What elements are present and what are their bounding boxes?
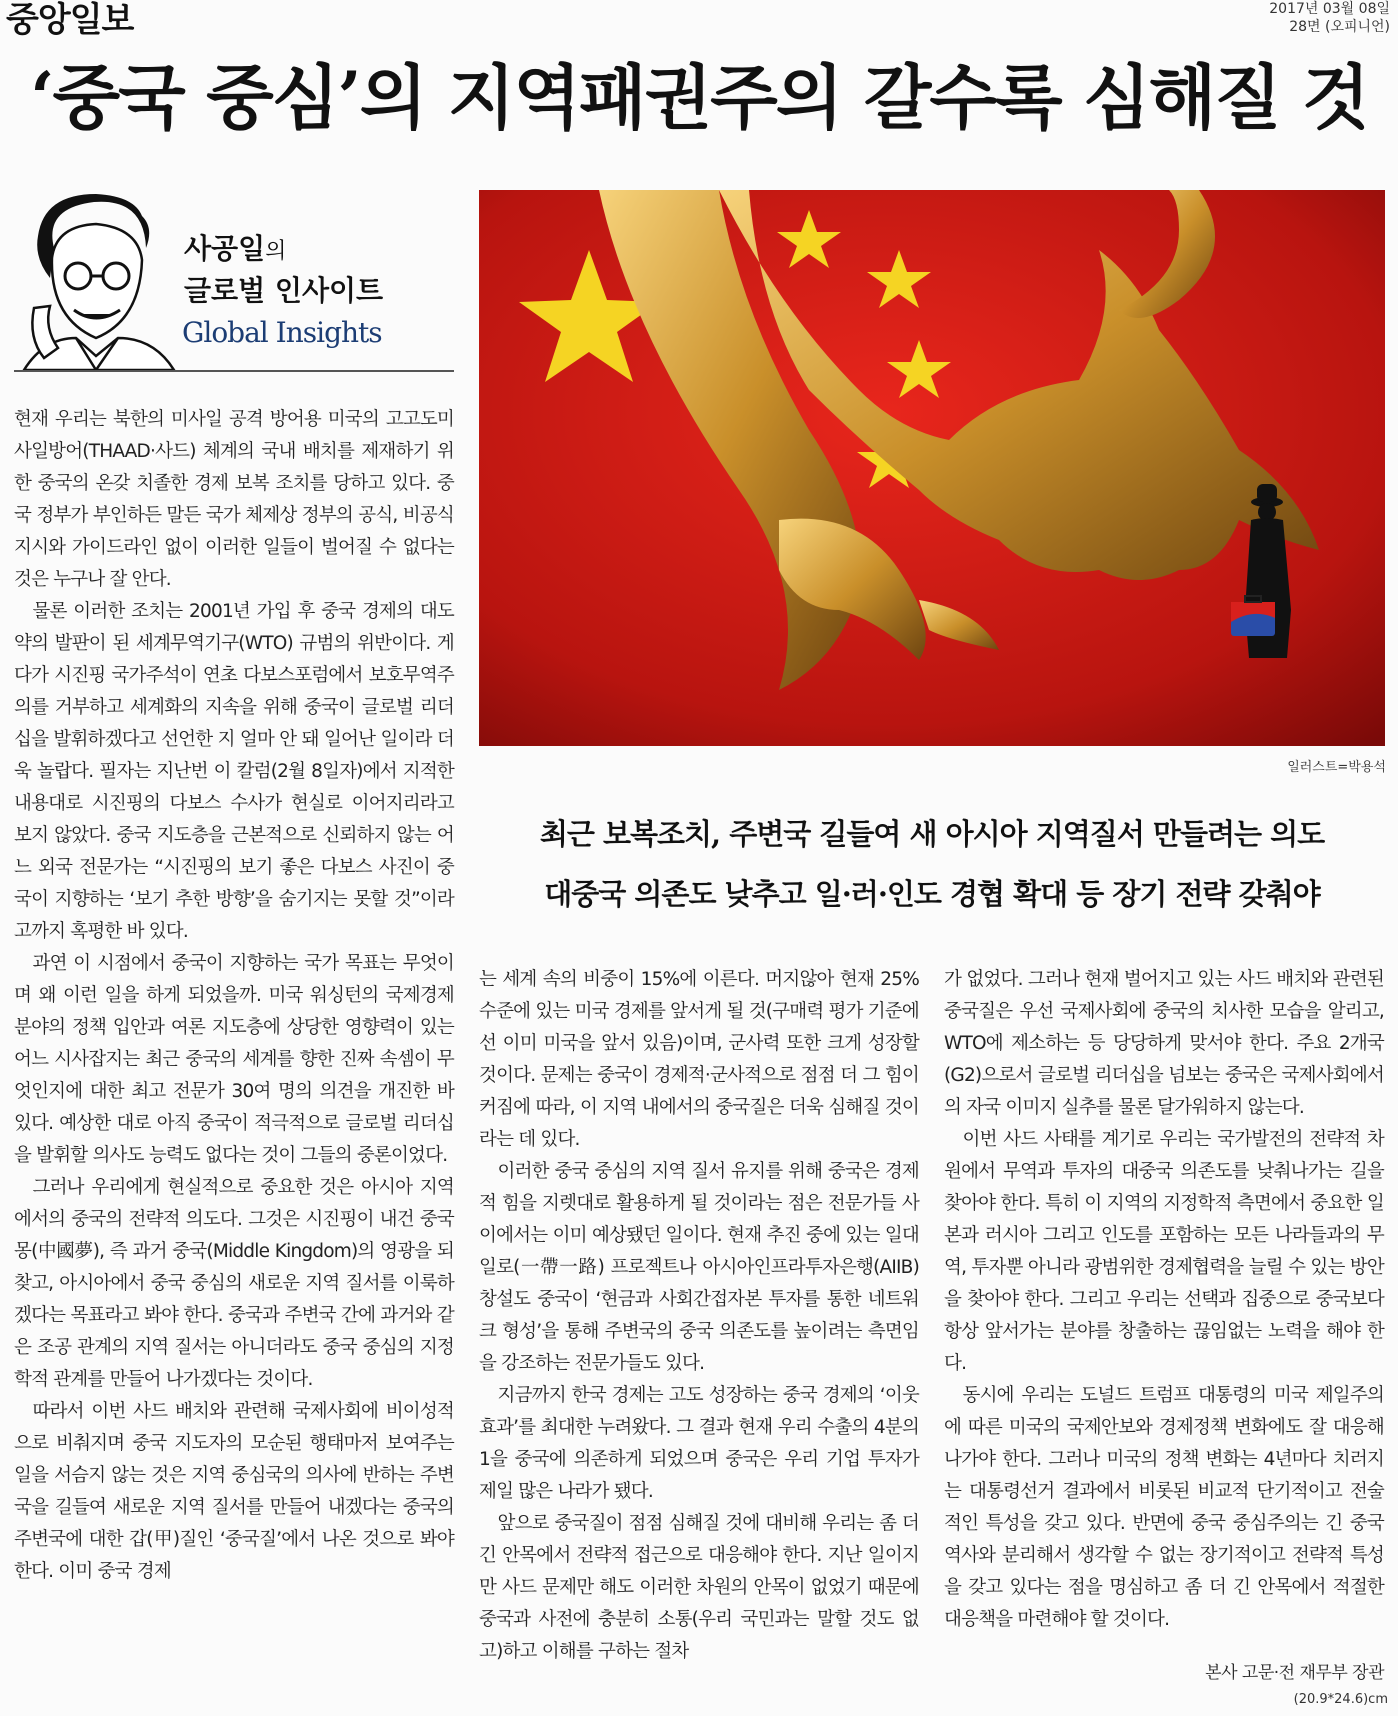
paragraph: 과연 이 시점에서 중국이 지향하는 국가 목표는 무엇이며 왜 이런 일을 하게 되었을까. 미국 워싱턴의 국제경제 분야의 정책 입안과 여론 지도층에 상당한 영향력이 있는 어느 시사잡지는 최근 중국의 세계를 향한 진짜 속셈이 무엇인지에 대한 최고 전문가 30여 명의 의견을 개진한 바 있다. 예상한 대로 아직 중국이 적극적으로 글로벌 리더십을 발휘할 의사도 능력도 없다는 것이 그들의 중론이었다. <box>14 953 454 1166</box>
column-header <box>14 188 454 370</box>
paragraph: 그러나 우리에게 현실적으로 중요한 것은 아시아 지역에서의 중국의 전략적 의도다. 그것은 시진핑이 내건 중국몽(中國夢), 즉 과거 중국(Middle Kingdom)의 영광을 되찾고, 아시아에서 중국 중심의 새로운 지역 질서를 이룩하겠다는 목표라고 봐야 한다. 중국과 주변국 간에 과거와 같은 조공 관계의 지역 질서는 아니더라도 중국 중심의 지정학적 관계를 만들어 나가겠다는 것이다. <box>14 1177 454 1390</box>
subheadline-2: 대중국 의존도 낮추고 일·러·인도 경협 확대 등 장기 전략 갖춰야 <box>544 877 1320 911</box>
author-suffix: 의 <box>265 239 287 264</box>
publication-date: 2017년 03월 08일 <box>1269 1 1390 17</box>
column-header-rule <box>14 370 454 372</box>
author-portrait-icon <box>14 188 179 370</box>
paragraph: 현재 우리는 북한의 미사일 공격 방어용 미국의 고고도미사일방어(THAAD·사드) 체계의 국내 배치를 제재하기 위한 중국의 온갖 치졸한 경제 보복 조치를 당하고 있다. 중국 정부가 부인하든 말든 국가 체제상 정부의 공식, 비공식 지시와 가이드라인 없이 이러한 일들이 벌어질 수 없다는 것은 누구나 잘 안다. <box>14 409 454 590</box>
paragraph: 따라서 이번 사드 배치와 관련해 국제사회에 비이성적으로 비춰지며 중국 지도자의 모순된 행태마저 보여주는 일을 서슴지 않는 것은 지역 중심국의 의사에 반하는 주변국을 길들여 새로운 지역 질서를 만들어 내겠다는 중국의 주변국에 대한 갑(甲)질인 ‘중국질’에서 나온 것으로 봐야 한다. 이미 중국 경제 <box>14 1401 454 1582</box>
body-column-3 <box>944 964 1384 1636</box>
page-section: 28면 (오피니언) <box>1289 19 1390 35</box>
dragon-illustration <box>479 190 1385 746</box>
author-byline: 본사 고문·전 재무부 장관 <box>1205 1663 1384 1683</box>
column-name-english: Global Insights <box>182 316 382 349</box>
paragraph: 물론 이러한 조치는 2001년 가입 후 중국 경제의 대도약의 발판이 된 세계무역기구(WTO) 규범의 위반이다. 게다가 시진핑 국가주석이 연초 다보스포럼에서 보호무역주의를 거부하고 세계화의 지속을 위해 중국이 글로벌 리더십을 발휘하겠다고 선언한 지 얼마 안 돼 일어난 일이라 더욱 놀랍다. 필자는 지난번 이 칼럼(2월 8일자)에서 지적한 내용대로 시진핑의 다보스 수사가 현실로 이어지리라고 보지 않았다. 중국 지도층을 근본적으로 신뢰하지 않는 어느 외국 전문가는 “시진핑의 보기 좋은 다보스 사진이 중국이 지향하는 ‘보기 추한 방향’을 숨기지는 못할 것”이라고까지 혹평한 바 있다. <box>14 601 454 942</box>
illustration-credit: 일러스트=박용석 <box>1287 760 1386 775</box>
paragraph: 는 세계 속의 비중이 15%에 이른다. 머지않아 현재 25% 수준에 있는 미국 경제를 앞서게 될 것(구매력 평가 기준에선 이미 미국을 앞서 있음)이며, 군사력 또한 크게 성장할 것이다. 문제는 중국이 경제적·군사적으로 점점 더 그 힘이 커짐에 따라, 이 지역 내에서의 중국질은 더욱 심해질 것이라는 데 있다. <box>479 969 919 1150</box>
column-name: 글로벌 인사이트 <box>184 274 384 307</box>
briefcase-icon <box>1231 596 1275 636</box>
paragraph: 앞으로 중국질이 점점 심해질 것에 대비해 우리는 좀 더 긴 안목에서 전략적 접근으로 대응해야 한다. 지난 일이지만 사드 문제만 해도 이러한 차원의 안목이 없었기 때문에 중국과 사전에 충분히 소통(우리 국민과는 말할 것도 없고)하고 이해를 구하는 절차 <box>479 1513 919 1662</box>
author-name: 사공일 <box>184 232 266 265</box>
paragraph: 동시에 우리는 도널드 트럼프 대통령의 미국 제일주의에 따른 미국의 국제안보와 경제정책 변화에도 잘 대응해 나가야 한다. 그러나 미국의 정책 변화는 4년마다 치러지는 대통령선거 결과에서 비롯된 비교적 단기적이고 전술적인 특성을 갖고 있다. 반면에 중국 중심주의는 긴 중국 역사와 분리해서 생각할 수 없는 장기적이고 전략적 특성을 갖고 있다는 점을 명심하고 좀 더 긴 안목에서 적절한 대응책을 마련해야 할 것이다. <box>944 1385 1384 1630</box>
paragraph: 지금까지 한국 경제는 고도 성장하는 중국 경제의 ‘이웃효과’를 최대한 누려왔다. 그 결과 현재 우리 수출의 4분의 1을 중국에 의존하게 되었으며 중국은 우리 기업 투자가 제일 많은 나라가 됐다. <box>479 1385 919 1502</box>
article-size-note: (20.9*24.6)cm <box>1293 1692 1388 1707</box>
column-author <box>184 232 286 269</box>
publication-meta <box>1269 0 1390 36</box>
paragraph: 이번 사드 사태를 계기로 우리는 국가발전의 전략적 차원에서 무역과 투자의 대중국 의존도를 낮춰나가는 길을 찾아야 한다. 특히 이 지역의 지정학적 측면에서 중요한 일본과 러시아 그리고 인도를 포함하는 모든 나라들과의 무역, 투자뿐 아니라 광범위한 경제협력을 늘릴 수 있는 방안을 찾아야 한다. 그리고 우리는 선택과 집중으로 중국보다 항상 앞서가는 분야를 창출하는 끊임없는 노력을 해야 한다. <box>944 1129 1384 1374</box>
paragraph: 이러한 중국 중심의 지역 질서 유지를 위해 중국은 경제적 힘을 지렛대로 활용하게 될 것이라는 점은 전문가들 사이에서는 이미 예상됐던 일이다. 현재 추진 중에 있는 일대일로(一帶一路) 프로젝트나 아시아인프라투자은행(AIIB) 창설도 중국이 ‘현금과 사회간접자본 투자를 통한 네트워크 형성’을 통해 주변국의 중국 의존도를 높이려는 측면임을 강조하는 전문가들도 있다. <box>479 1161 919 1374</box>
paragraph: 가 없었다. 그러나 현재 벌어지고 있는 사드 배치와 관련된 중국질은 우선 국제사회에 중국의 치사한 모습을 알리고, WTO에 제소하는 등 당당하게 맞서야 한다. 주요 2개국(G2)으로서 글로벌 리더십을 넘보는 중국은 국제사회에서의 자국 이미지 실추를 물론 달가워하지 않는다. <box>944 969 1384 1118</box>
body-column-2 <box>479 964 919 1668</box>
body-column-1 <box>14 404 454 1588</box>
subheadline-1: 최근 보복조치, 주변국 길들여 새 아시아 지역질서 만들려는 의도 <box>539 817 1325 851</box>
newspaper-logo: 중앙일보 <box>6 0 134 40</box>
headline: ‘중국 중심’의 지역패권주의 갈수록 심해질 것 <box>30 56 1368 139</box>
